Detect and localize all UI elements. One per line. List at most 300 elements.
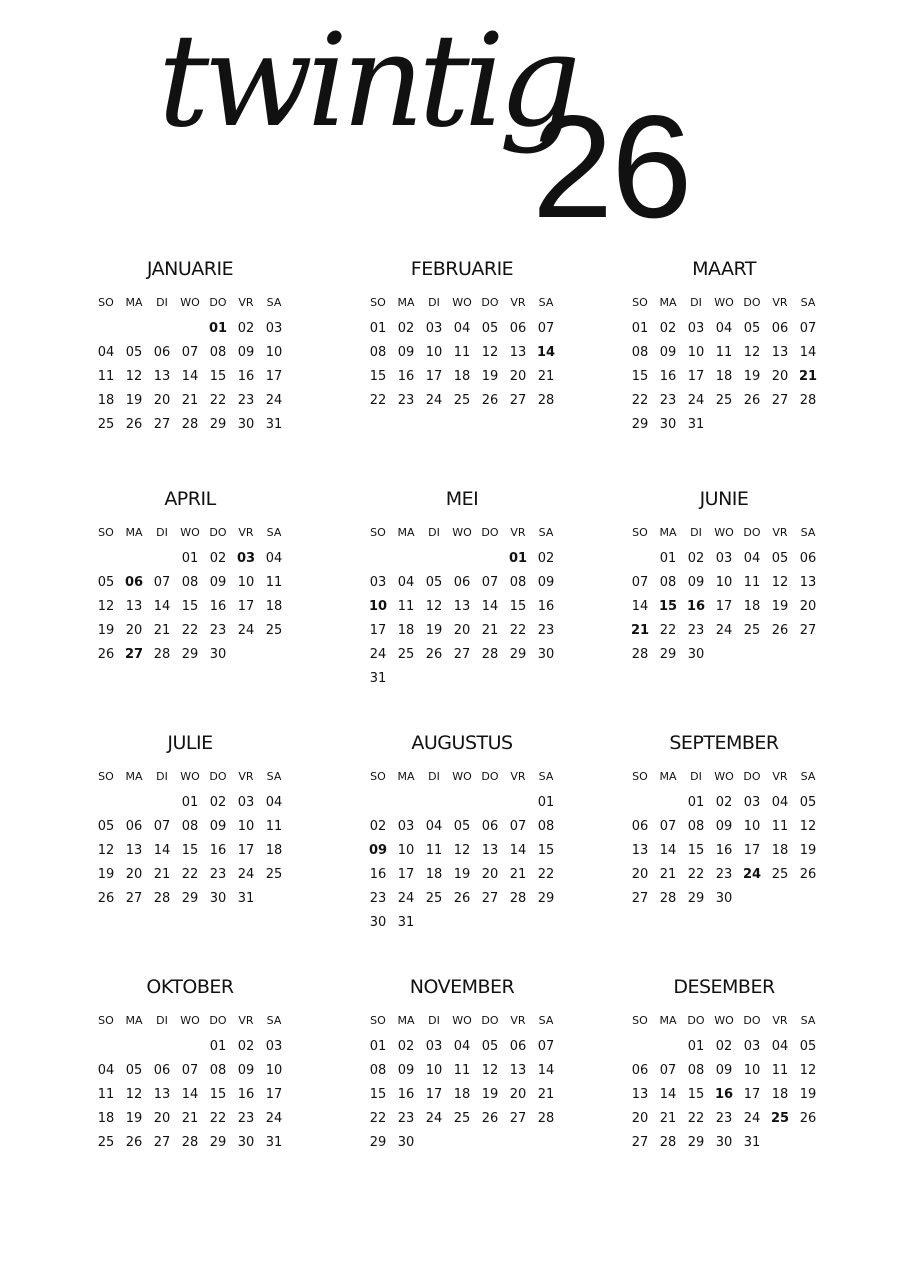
weekday-label: SA — [266, 1013, 282, 1027]
weekday-label: MA — [397, 1013, 415, 1027]
date: 12 — [425, 598, 443, 614]
weekday-header — [626, 768, 822, 784]
date: 27 — [153, 416, 171, 432]
date: 23 — [237, 1110, 255, 1126]
date: 07 — [537, 1038, 555, 1054]
weekday-label: DI — [156, 769, 168, 783]
date: 08 — [509, 574, 527, 590]
date: 21 — [537, 368, 555, 384]
date: 12 — [97, 842, 115, 858]
date: 19 — [97, 866, 115, 882]
date: 18 — [265, 842, 283, 858]
date: 27 — [771, 392, 789, 408]
date: 25 — [425, 890, 443, 906]
date: 30 — [209, 890, 227, 906]
holiday-date: 24 — [742, 866, 762, 882]
date: 15 — [181, 598, 199, 614]
date: 21 — [181, 392, 199, 408]
date: 17 — [237, 598, 255, 614]
date: 25 — [265, 622, 283, 638]
date: 18 — [715, 368, 733, 384]
month-maart — [626, 258, 822, 436]
weekday-label: VR — [510, 525, 526, 539]
month-mei — [364, 488, 560, 690]
date: 01 — [209, 1038, 227, 1054]
date: 22 — [369, 392, 387, 408]
weekday-label: VR — [238, 525, 254, 539]
date: 15 — [209, 1086, 227, 1102]
date: 07 — [537, 320, 555, 336]
weekday-label: WO — [180, 1013, 200, 1027]
date: 11 — [397, 598, 415, 614]
date: 28 — [537, 392, 555, 408]
date: 19 — [97, 622, 115, 638]
date: 13 — [153, 368, 171, 384]
date: 24 — [237, 866, 255, 882]
date: 20 — [125, 866, 143, 882]
date: 10 — [425, 1062, 443, 1078]
weekday-label: VR — [238, 295, 254, 309]
date: 03 — [425, 320, 443, 336]
holiday-date: 01 — [208, 320, 228, 336]
date: 27 — [799, 622, 817, 638]
month-name: OKTOBER — [146, 976, 234, 998]
date: 14 — [631, 598, 649, 614]
date: 27 — [631, 1134, 649, 1150]
date: 10 — [397, 842, 415, 858]
date: 30 — [715, 1134, 733, 1150]
date: 07 — [659, 818, 677, 834]
date: 04 — [771, 1038, 789, 1054]
holiday-date: 27 — [124, 646, 144, 662]
weekday-label: SO — [98, 1013, 114, 1027]
date: 29 — [181, 890, 199, 906]
date: 31 — [687, 416, 705, 432]
weekday-label: SA — [538, 769, 554, 783]
date: 19 — [125, 1110, 143, 1126]
weekday-label: SA — [800, 295, 816, 309]
date: 12 — [799, 1062, 817, 1078]
weekday-label: SA — [538, 295, 554, 309]
date: 17 — [715, 598, 733, 614]
date: 08 — [687, 1062, 705, 1078]
date: 25 — [743, 622, 761, 638]
day-grid — [364, 316, 560, 412]
date: 17 — [237, 842, 255, 858]
date: 20 — [799, 598, 817, 614]
date: 24 — [743, 1110, 761, 1126]
date: 10 — [237, 818, 255, 834]
date: 22 — [687, 1110, 705, 1126]
weekday-label: DI — [690, 525, 702, 539]
date: 31 — [265, 1134, 283, 1150]
weekday-label: DO — [209, 295, 227, 309]
month-name: JULIE — [167, 732, 213, 754]
weekday-label: VR — [510, 295, 526, 309]
date: 07 — [799, 320, 817, 336]
weekday-label: DO — [481, 295, 499, 309]
date: 28 — [153, 890, 171, 906]
date: 20 — [771, 368, 789, 384]
date: 06 — [509, 320, 527, 336]
weekday-header — [92, 524, 288, 540]
date: 08 — [659, 574, 677, 590]
date: 22 — [631, 392, 649, 408]
weekday-label: VR — [238, 769, 254, 783]
date: 02 — [537, 550, 555, 566]
title-word: twintig — [158, 7, 575, 156]
date: 26 — [453, 890, 471, 906]
date: 15 — [209, 368, 227, 384]
weekday-label: MA — [397, 769, 415, 783]
date: 17 — [743, 1086, 761, 1102]
date: 05 — [481, 320, 499, 336]
date: 08 — [369, 344, 387, 360]
date: 19 — [743, 368, 761, 384]
weekday-label: MA — [659, 1013, 677, 1027]
weekday-header — [364, 1012, 560, 1028]
date: 31 — [237, 890, 255, 906]
weekday-label: WO — [180, 525, 200, 539]
date: 26 — [799, 1110, 817, 1126]
date: 03 — [237, 794, 255, 810]
date: 25 — [771, 866, 789, 882]
date: 28 — [181, 1134, 199, 1150]
date: 21 — [153, 622, 171, 638]
title-year: 26 — [532, 85, 691, 248]
date: 30 — [687, 646, 705, 662]
date: 11 — [743, 574, 761, 590]
date: 31 — [369, 670, 387, 686]
date: 23 — [237, 392, 255, 408]
date: 09 — [397, 1062, 415, 1078]
weekday-label: WO — [714, 525, 734, 539]
date: 15 — [181, 842, 199, 858]
date: 18 — [743, 598, 761, 614]
date: 21 — [537, 1086, 555, 1102]
weekday-label: WO — [180, 769, 200, 783]
date: 25 — [715, 392, 733, 408]
holiday-date: 10 — [368, 598, 388, 614]
date: 28 — [799, 392, 817, 408]
date: 11 — [425, 842, 443, 858]
weekday-label: WO — [180, 295, 200, 309]
date: 18 — [397, 622, 415, 638]
date: 18 — [97, 392, 115, 408]
date: 05 — [425, 574, 443, 590]
date: 03 — [397, 818, 415, 834]
weekday-label: DO — [481, 769, 499, 783]
date: 07 — [481, 574, 499, 590]
date: 20 — [481, 866, 499, 882]
weekday-label: DI — [156, 525, 168, 539]
holiday-date: 21 — [630, 622, 650, 638]
date: 02 — [209, 794, 227, 810]
date: 09 — [537, 574, 555, 590]
date: 18 — [771, 842, 789, 858]
weekday-label: DI — [690, 295, 702, 309]
weekday-label: WO — [714, 295, 734, 309]
date: 01 — [537, 794, 555, 810]
weekday-label: DI — [156, 295, 168, 309]
month-oktober — [92, 976, 288, 1154]
date: 01 — [659, 550, 677, 566]
date: 23 — [397, 392, 415, 408]
date: 21 — [481, 622, 499, 638]
date: 13 — [631, 1086, 649, 1102]
weekday-label: DO — [687, 1013, 705, 1027]
weekday-label: SA — [800, 525, 816, 539]
date: 23 — [715, 866, 733, 882]
date: 28 — [659, 890, 677, 906]
date: 01 — [181, 794, 199, 810]
date: 24 — [425, 392, 443, 408]
weekday-label: SO — [98, 769, 114, 783]
date: 29 — [369, 1134, 387, 1150]
month-september — [626, 732, 822, 910]
day-grid — [92, 1034, 288, 1154]
day-grid — [626, 546, 822, 666]
date: 29 — [209, 416, 227, 432]
date: 04 — [97, 1062, 115, 1078]
date: 23 — [397, 1110, 415, 1126]
date: 20 — [153, 392, 171, 408]
date: 26 — [481, 392, 499, 408]
date: 01 — [369, 1038, 387, 1054]
date: 06 — [631, 818, 649, 834]
date: 04 — [425, 818, 443, 834]
weekday-label: WO — [452, 1013, 472, 1027]
date: 26 — [799, 866, 817, 882]
weekday-label: DO — [209, 525, 227, 539]
date: 12 — [799, 818, 817, 834]
weekday-label: DI — [690, 769, 702, 783]
date: 22 — [687, 866, 705, 882]
date: 09 — [237, 344, 255, 360]
weekday-label: SO — [370, 525, 386, 539]
date: 13 — [153, 1086, 171, 1102]
date: 24 — [715, 622, 733, 638]
date: 02 — [715, 1038, 733, 1054]
weekday-label: VR — [510, 769, 526, 783]
weekday-label: SO — [632, 1013, 648, 1027]
date: 12 — [481, 344, 499, 360]
date: 28 — [631, 646, 649, 662]
date: 20 — [125, 622, 143, 638]
weekday-header — [92, 294, 288, 310]
date: 20 — [631, 866, 649, 882]
date: 23 — [687, 622, 705, 638]
date: 10 — [743, 818, 761, 834]
date: 12 — [481, 1062, 499, 1078]
date: 24 — [369, 646, 387, 662]
date: 01 — [181, 550, 199, 566]
date: 12 — [125, 368, 143, 384]
month-name: MAART — [692, 258, 756, 280]
weekday-header — [626, 524, 822, 540]
date: 22 — [509, 622, 527, 638]
weekday-label: SO — [370, 1013, 386, 1027]
date: 15 — [369, 368, 387, 384]
month-name: AUGUSTUS — [411, 732, 513, 754]
date: 24 — [237, 622, 255, 638]
date: 24 — [425, 1110, 443, 1126]
date: 26 — [425, 646, 443, 662]
date: 17 — [265, 368, 283, 384]
date: 05 — [771, 550, 789, 566]
date: 04 — [453, 320, 471, 336]
date: 29 — [631, 416, 649, 432]
date: 17 — [425, 1086, 443, 1102]
date: 28 — [659, 1134, 677, 1150]
date: 07 — [509, 818, 527, 834]
weekday-label: MA — [397, 295, 415, 309]
weekday-header — [92, 768, 288, 784]
holiday-date: 06 — [124, 574, 144, 590]
date: 03 — [265, 320, 283, 336]
date: 11 — [771, 818, 789, 834]
date: 25 — [453, 392, 471, 408]
date: 06 — [771, 320, 789, 336]
date: 18 — [97, 1110, 115, 1126]
date: 16 — [537, 598, 555, 614]
weekday-label: DO — [209, 769, 227, 783]
date: 15 — [687, 842, 705, 858]
date: 03 — [743, 1038, 761, 1054]
date: 11 — [265, 818, 283, 834]
date: 08 — [209, 344, 227, 360]
date: 04 — [715, 320, 733, 336]
date: 09 — [687, 574, 705, 590]
date: 04 — [771, 794, 789, 810]
date: 15 — [537, 842, 555, 858]
month-augustus — [364, 732, 560, 934]
date: 17 — [369, 622, 387, 638]
day-grid — [364, 1034, 560, 1154]
date: 17 — [397, 866, 415, 882]
date: 05 — [743, 320, 761, 336]
date: 30 — [237, 416, 255, 432]
date: 16 — [209, 842, 227, 858]
date: 25 — [97, 416, 115, 432]
date: 28 — [181, 416, 199, 432]
date: 06 — [631, 1062, 649, 1078]
weekday-header — [364, 768, 560, 784]
date: 13 — [125, 842, 143, 858]
date: 10 — [265, 1062, 283, 1078]
holiday-date: 16 — [686, 598, 706, 614]
weekday-label: DO — [743, 295, 761, 309]
day-grid — [92, 790, 288, 910]
date: 07 — [153, 818, 171, 834]
holiday-date: 25 — [770, 1110, 790, 1126]
month-januarie — [92, 258, 288, 436]
holiday-date: 21 — [798, 368, 818, 384]
date: 10 — [425, 344, 443, 360]
date: 18 — [425, 866, 443, 882]
holiday-date: 09 — [368, 842, 388, 858]
date: 07 — [659, 1062, 677, 1078]
weekday-label: SO — [98, 525, 114, 539]
weekday-label: SA — [538, 1013, 554, 1027]
date: 05 — [125, 344, 143, 360]
date: 10 — [687, 344, 705, 360]
date: 12 — [125, 1086, 143, 1102]
date: 01 — [687, 794, 705, 810]
date: 19 — [481, 368, 499, 384]
date: 22 — [209, 392, 227, 408]
month-desember — [626, 976, 822, 1154]
date: 11 — [771, 1062, 789, 1078]
date: 01 — [631, 320, 649, 336]
date: 19 — [425, 622, 443, 638]
month-name: SEPTEMBER — [669, 732, 779, 754]
date: 20 — [509, 368, 527, 384]
weekday-header — [626, 294, 822, 310]
date: 14 — [799, 344, 817, 360]
date: 12 — [743, 344, 761, 360]
date: 08 — [181, 574, 199, 590]
date: 19 — [125, 392, 143, 408]
date: 13 — [125, 598, 143, 614]
date: 19 — [799, 1086, 817, 1102]
weekday-label: DO — [481, 1013, 499, 1027]
weekday-label: SA — [266, 295, 282, 309]
date: 30 — [397, 1134, 415, 1150]
date: 29 — [687, 1134, 705, 1150]
date: 16 — [715, 842, 733, 858]
month-name: JANUARIE — [146, 258, 234, 280]
weekday-header — [92, 1012, 288, 1028]
date: 16 — [397, 1086, 415, 1102]
date: 09 — [237, 1062, 255, 1078]
month-april — [92, 488, 288, 666]
date: 20 — [631, 1110, 649, 1126]
weekday-label: MA — [659, 525, 677, 539]
date: 21 — [659, 866, 677, 882]
date: 11 — [97, 1086, 115, 1102]
date: 06 — [799, 550, 817, 566]
date: 18 — [453, 368, 471, 384]
date: 24 — [397, 890, 415, 906]
date: 27 — [631, 890, 649, 906]
month-name: JUNIE — [699, 488, 749, 510]
date: 01 — [369, 320, 387, 336]
weekday-label: SA — [266, 525, 282, 539]
date: 10 — [265, 344, 283, 360]
date: 13 — [509, 1062, 527, 1078]
weekday-label: SO — [370, 295, 386, 309]
date: 16 — [659, 368, 677, 384]
date: 28 — [537, 1110, 555, 1126]
date: 23 — [715, 1110, 733, 1126]
date: 19 — [481, 1086, 499, 1102]
date: 25 — [453, 1110, 471, 1126]
date: 03 — [715, 550, 733, 566]
date: 09 — [659, 344, 677, 360]
date: 14 — [537, 1062, 555, 1078]
weekday-label: DI — [428, 525, 440, 539]
date: 08 — [537, 818, 555, 834]
date: 16 — [209, 598, 227, 614]
date: 14 — [181, 1086, 199, 1102]
weekday-label: DI — [428, 1013, 440, 1027]
weekday-header — [626, 1012, 822, 1028]
date: 29 — [537, 890, 555, 906]
date: 05 — [97, 818, 115, 834]
date: 08 — [631, 344, 649, 360]
date: 14 — [659, 1086, 677, 1102]
